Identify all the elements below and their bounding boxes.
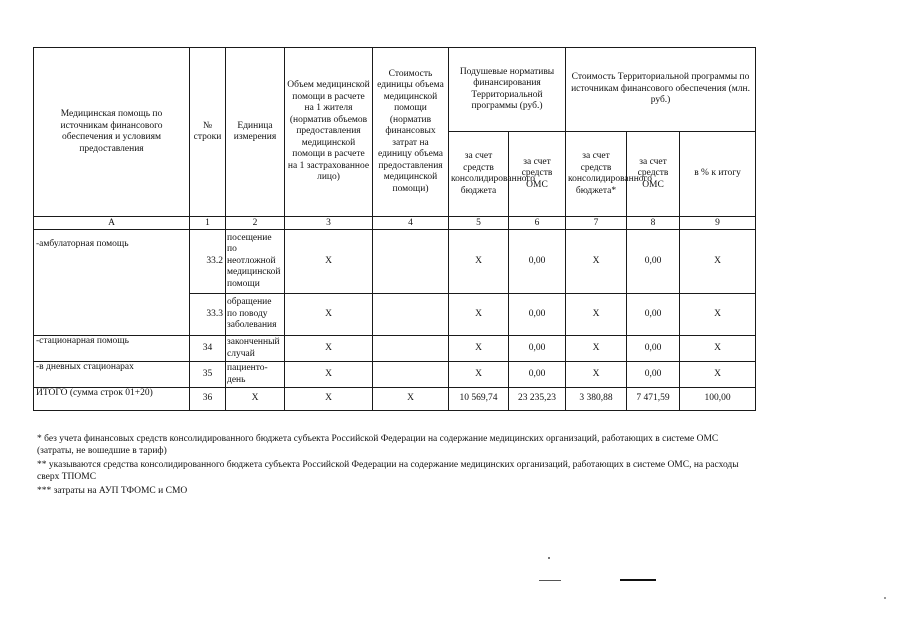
cell-col-8: 0,00 <box>627 230 680 294</box>
row-unit: обращение по поводу заболевания <box>226 294 285 336</box>
cell-col-9: Х <box>680 294 756 336</box>
column-number: 7 <box>566 217 627 230</box>
cell-col-7: Х <box>566 294 627 336</box>
cell-unit-cost <box>373 362 449 388</box>
header-unit: Единица измерения <box>226 48 285 217</box>
column-number: 9 <box>680 217 756 230</box>
column-number: 6 <box>509 217 566 230</box>
row-unit: законченный случай <box>226 336 285 362</box>
total-unit: Х <box>226 388 285 411</box>
cell-col-7: Х <box>566 336 627 362</box>
header-col-6: за счет средств ОМС <box>509 132 566 217</box>
column-number: 4 <box>373 217 449 230</box>
cell-col-7: Х <box>566 230 627 294</box>
row-unit: посещение по неотложной медицинской помощи <box>226 230 285 294</box>
header-row-number: № строки <box>190 48 226 217</box>
total-label: ИТОГО (сумма строк 01+20) <box>34 388 190 411</box>
financing-table <box>33 47 756 411</box>
column-number: 3 <box>285 217 373 230</box>
cell-volume: Х <box>285 362 373 388</box>
column-number-row <box>34 217 756 230</box>
row-number: 33.2 <box>190 230 226 294</box>
header-unit-cost: Стоимость единицы объема медицинской помощи (норматив финансовых затрат на единицу объема предоставления медицинской помощи) <box>373 48 449 217</box>
row-unit: пациенто-день <box>226 362 285 388</box>
header-col-5: за счет средств консолидированного бюджета <box>449 132 509 217</box>
header-volume: Объем медицинской помощи в расчете на 1 жителя (норматив объемов предоставления медицинской помощи в расчете на 1 застрахованное лицо) <box>285 48 373 217</box>
total-col-5: 10 569,74 <box>449 388 509 411</box>
footnote: *** затраты на АУП ТФОМС и СМО <box>37 486 188 496</box>
column-number: 5 <box>449 217 509 230</box>
column-number: 8 <box>627 217 680 230</box>
cell-volume: Х <box>285 294 373 336</box>
total-row-number: 36 <box>190 388 226 411</box>
footnote: ** указываются средства консолидированного бюджета субъекта Российской Федерации на содержание медицинских организаций, работающих в системе ОМС, на расходы сверх ТПОМС <box>37 460 739 482</box>
header-per-capita-group: Подушевые нормативы финансирования Территориальной программы (руб.) <box>449 48 566 132</box>
total-col-7: 3 380,88 <box>566 388 627 411</box>
cell-col-6: 0,00 <box>509 230 566 294</box>
header-row-1 <box>34 48 756 132</box>
footnote: * без учета финансовых средств консолидированного бюджета субъекта Российской Федерации на содержание медицинских организаций, работающих в системе ОМС (затраты, не вошедшие в тариф) <box>37 434 719 456</box>
scan-mark <box>620 579 656 581</box>
cell-unit-cost <box>373 336 449 362</box>
column-number: 1 <box>190 217 226 230</box>
column-number: 2 <box>226 217 285 230</box>
header-col-7: за счет средств консолидированного бюджета* <box>566 132 627 217</box>
total-col-9: 100,00 <box>680 388 756 411</box>
footnotes <box>37 433 757 499</box>
table-row <box>34 362 756 388</box>
total-row <box>34 388 756 411</box>
cell-col-8: 0,00 <box>627 336 680 362</box>
cell-col-6: 0,00 <box>509 362 566 388</box>
table-row <box>34 336 756 362</box>
cell-volume: Х <box>285 230 373 294</box>
column-number: А <box>34 217 190 230</box>
cell-col-5: Х <box>449 362 509 388</box>
row-number: 34 <box>190 336 226 362</box>
header-col-9: в % к итогу <box>680 132 756 217</box>
cell-col-9: Х <box>680 230 756 294</box>
cell-col-5: Х <box>449 294 509 336</box>
cell-col-9: Х <box>680 336 756 362</box>
row-number: 33.3 <box>190 294 226 336</box>
header-col-8: за счет средств ОМС <box>627 132 680 217</box>
row-name: -стационарная помощь <box>34 336 190 362</box>
total-col-8: 7 471,59 <box>627 388 680 411</box>
cell-col-6: 0,00 <box>509 336 566 362</box>
total-unit-cost: Х <box>373 388 449 411</box>
cell-col-8: 0,00 <box>627 362 680 388</box>
scan-mark <box>539 580 561 581</box>
scan-speck <box>884 597 886 599</box>
cell-col-9: Х <box>680 362 756 388</box>
header-medical-care: Медицинская помощь по источникам финансового обеспечения и условиям предоставления <box>34 48 190 217</box>
header-program-cost-group: Стоимость Территориальной программы по источникам финансового обеспечения (млн. руб.) <box>566 48 756 132</box>
row-number: 35 <box>190 362 226 388</box>
cell-col-8: 0,00 <box>627 294 680 336</box>
row-name: -в дневных стационарах <box>34 362 190 388</box>
total-col-6: 23 235,23 <box>509 388 566 411</box>
row-name: -амбулаторная помощь <box>34 230 190 336</box>
scan-speck <box>548 557 550 559</box>
cell-col-5: Х <box>449 336 509 362</box>
total-volume: Х <box>285 388 373 411</box>
cell-volume: Х <box>285 336 373 362</box>
cell-col-6: 0,00 <box>509 294 566 336</box>
cell-col-7: Х <box>566 362 627 388</box>
table-row <box>34 230 756 294</box>
cell-col-5: Х <box>449 230 509 294</box>
cell-unit-cost <box>373 230 449 294</box>
cell-unit-cost <box>373 294 449 336</box>
